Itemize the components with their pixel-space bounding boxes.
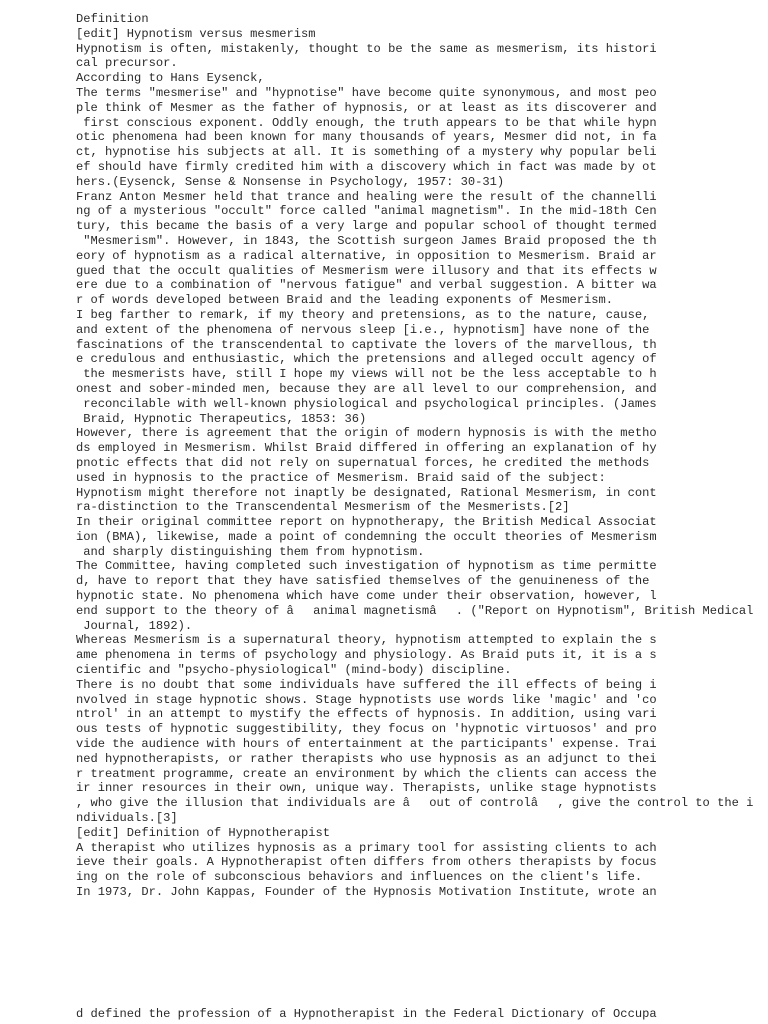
text-line: ieve their goals. A Hypnotherapist often differs from others therapists by focus (76, 855, 657, 870)
text-line: Braid, Hypnotic Therapeutics, 1853: 36) (76, 411, 367, 426)
text-line: , who give the illusion that individuals are âout of controlâ, give the control to the i (76, 796, 754, 811)
text-line: ct, hypnotise his subjects at all. It is something of a mystery why popular beli (76, 145, 657, 160)
text-line: According to Hans Eysenck, (76, 71, 265, 86)
text-line: Hypnotism is often, mistakenly, thought to be the same as mesmerism, its histori (76, 41, 657, 56)
article-continuation-line: d defined the profession of a Hypnotherapist in the Federal Dictionary of Occupa (76, 1007, 657, 1021)
text-line: ef should have firmly credited him with a discovery which in fact was made by ot (76, 159, 657, 174)
text-line: [edit] Definition of Hypnotherapist (76, 825, 331, 840)
text-line: Franz Anton Mesmer held that trance and healing were the result of the channelli (76, 189, 657, 204)
text-line: cientific and "psycho-physiological" (mind-body) discipline. (76, 663, 512, 678)
text-line: ere due to a combination of "nervous fatigue" and verbal suggestion. A bitter wa (76, 278, 657, 293)
text-line: I beg farther to remark, if my theory and pretensions, as to the nature, cause, (76, 307, 650, 322)
text-line: Journal, 1892). (76, 618, 193, 633)
text-line: ds employed in Mesmerism. Whilst Braid differed in offering an explanation of hy (76, 441, 657, 456)
text-line: the mesmerists have, still I hope my views will not be the less acceptable to h (76, 367, 657, 382)
text-line: gued that the occult qualities of Mesmerism were illusory and that its effects w (76, 263, 657, 278)
text-line: r treatment programme, create an environment by which the clients can access the (76, 766, 657, 781)
text-line: Definition (76, 12, 149, 26)
text-line: The terms "mesmerise" and "hypnotise" have become quite synonymous, and most peo (76, 85, 657, 100)
text-line: ple think of Mesmer as the father of hypnosis, or at least as its discoverer and (76, 100, 657, 115)
text-line: nvolved in stage hypnotic shows. Stage hypnotists use words like 'magic' and 'co (76, 692, 657, 707)
text-line: ndividuals.[3] (76, 811, 178, 826)
text-line: The Committee, having completed such investigation of hypnotism as time permitte (76, 559, 657, 574)
text-line: and sharply distinguishing them from hypnotism. (76, 544, 425, 559)
text-line: A therapist who utilizes hypnosis as a primary tool for assisting clients to ach (76, 840, 657, 855)
text-line: ame phenomena in terms of psychology and physiology. As Braid puts it, it is a s (76, 648, 657, 663)
text-line: otic phenomena had been known for many thousands of years, Mesmer did not, in fa (76, 130, 657, 145)
article-text (76, 12, 753, 900)
text-line: However, there is agreement that the origin of modern hypnosis is with the metho (76, 426, 657, 441)
text-line: Hypnotism might therefore not inaptly be designated, Rational Mesmerism, in cont (76, 485, 657, 500)
text-line: cal precursor. (76, 56, 178, 71)
text-line: ng of a mysterious "occult" force called "animal magnetism". In the mid-18th Cen (76, 204, 657, 219)
text-line: pnotic effects that did not rely on supernatual forces, he credited the methods (76, 455, 650, 470)
text-line: ir inner resources in their own, unique way. Therapists, unlike stage hypnotists (76, 781, 657, 796)
text-line: eory of hypnotism as a radical alternative, in opposition to Mesmerism. Braid ar (76, 248, 657, 263)
text-line: hypnotic state. No phenomena which have come under their observation, however, l (76, 589, 657, 604)
text-line: In 1973, Dr. John Kappas, Founder of the Hypnosis Motivation Institute, wrote an (76, 885, 657, 900)
text-line: end support to the theory of âanimal magnetismâ. ("Report on Hypnotism", British Medical (76, 603, 754, 618)
text-line: and extent of the phenomena of nervous sleep [i.e., hypnotism] have none of the (76, 322, 650, 337)
text-line: reconcilable with well-known physiological and psychological principles. (James (76, 396, 657, 411)
text-line: fascinations of the transcendental to captivate the lovers of the marvellous, th (76, 337, 657, 352)
text-line: In their original committee report on hypnotherapy, the British Medical Associat (76, 515, 657, 530)
text-line: r of words developed between Braid and the leading exponents of Mesmerism. (76, 293, 614, 308)
text-line: ing on the role of subconscious behaviors and influences on the client's life. (76, 870, 643, 885)
text-line: tury, this became the basis of a very large and popular school of thought termed (76, 219, 657, 234)
text-line: ion (BMA), likewise, made a point of condemning the occult theories of Mesmerism (76, 529, 657, 544)
text-line: hers.(Eysenck, Sense & Nonsense in Psychology, 1957: 30-31) (76, 174, 505, 189)
text-line: d, have to report that they have satisfied themselves of the genuineness of the (76, 574, 650, 589)
text-line: "Mesmerism". However, in 1843, the Scottish surgeon James Braid proposed the th (76, 233, 657, 248)
text-line: There is no doubt that some individuals have suffered the ill effects of being i (76, 677, 657, 692)
text-line: Whereas Mesmerism is a supernatural theory, hypnotism attempted to explain the s (76, 633, 657, 648)
text-line: onest and sober-minded men, because they are all level to our comprehension, and (76, 381, 657, 396)
text-line: ous tests of hypnotic suggestibility, they focus on 'hypnotic virtuosos' and pro (76, 722, 657, 737)
text-line: used in hypnosis to the practice of Mesmerism. Braid said of the subject: (76, 470, 606, 485)
text-line: [edit] Hypnotism versus mesmerism (76, 26, 316, 41)
text-line: ra-distinction to the Transcendental Mesmerism of the Mesmerists.[2] (76, 500, 570, 515)
text-line: ntrol' in an attempt to mystify the effects of hypnosis. In addition, using vari (76, 707, 657, 722)
text-line: e credulous and enthusiastic, which the pretensions and alleged occult agency of (76, 352, 657, 367)
text-line: vide the audience with hours of entertainment at the participants' expense. Trai (76, 737, 657, 752)
text-line: first conscious exponent. Oddly enough, the truth appears to be that while hypn (76, 115, 657, 130)
text-line: ned hypnotherapists, or rather therapists who use hypnosis as an adjunct to thei (76, 751, 657, 766)
